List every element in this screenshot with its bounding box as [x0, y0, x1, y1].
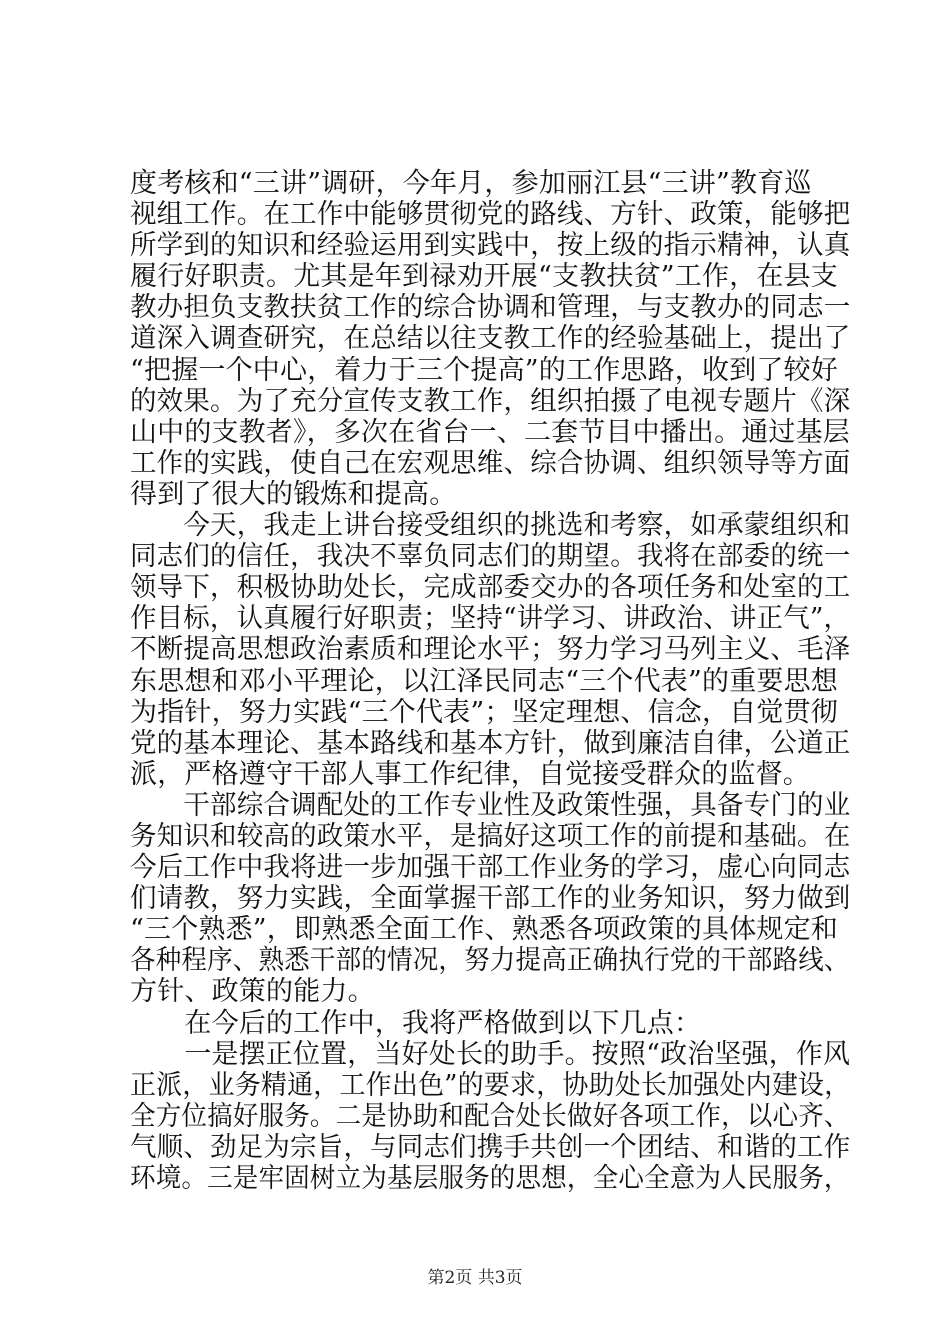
- text-line: “三个熟悉”，即熟悉全面工作、熟悉各项政策的具体规定和: [130, 914, 839, 946]
- text-line: 领导下，积极协助处长，完成部委交办的各项任务和处室的工: [130, 572, 851, 604]
- text-line: 方针、政策的能力。: [130, 976, 375, 1008]
- text-line: 为指针，努力实践“三个代表”；坚定理想、信念，自觉贯彻: [130, 696, 839, 728]
- text-line: 不断提高思想政治素质和理论水平；努力学习马列主义、毛泽: [130, 634, 851, 666]
- text-line: 务知识和较高的政策水平，是搞好这项工作的前提和基础。在: [130, 820, 851, 852]
- text-line: 所学到的知识和经验运用到实践中，按上级的指示精神，认真: [130, 230, 851, 262]
- text-line: 东思想和邓小平理论，以江泽民同志“三个代表”的重要思想: [130, 665, 839, 697]
- text-line: 们请教，努力实践，全面掌握干部工作的业务知识，努力做到: [130, 883, 851, 915]
- text-line: 一是摆正位置，当好处长的助手。按照“政治坚强，作风: [130, 1038, 851, 1070]
- text-line: 履行好职责。尤其是年到禄劝开展“支教扶贫”工作，在县支: [130, 261, 839, 293]
- text-line: 干部综合调配处的工作专业性及政策性强，具备专门的业: [130, 789, 851, 821]
- text-line: 在今后的工作中，我将严格做到以下几点：: [130, 1007, 702, 1039]
- text-line: 的效果。为了充分宣传支教工作，组织拍摄了电视专题片《深: [130, 385, 851, 417]
- text-line: 教办担负支教扶贫工作的综合协调和管理，与支教办的同志一: [130, 292, 851, 324]
- text-line: 环境。三是牢固树立为基层服务的思想，全心全意为人民服务，: [130, 1163, 850, 1194]
- text-line: 度考核和“三讲”调研，今年月，参加丽江县“三讲”教育巡: [130, 168, 812, 199]
- text-line: 视组工作。在工作中能够贯彻党的路线、方针、政策，能够把: [130, 199, 851, 231]
- text-line: 同志们的信任，我决不辜负同志们的期望。我将在部委的统一: [130, 541, 851, 573]
- text-line: 道深入调查研究，在总结以往支教工作的经验基础上，提出了: [130, 323, 851, 355]
- page-footer: 第2页 共3页: [427, 1268, 523, 1288]
- text-line: 气顺、劲足为宗旨，与同志们携手共创一个团结、和谐的工作: [130, 1131, 851, 1163]
- text-line: 全方位搞好服务。二是协助和配合处长做好各项工作，以心齐、: [130, 1100, 850, 1132]
- text-line: 作目标，认真履行好职责；坚持“讲学习、讲政治、讲正气”，: [130, 603, 851, 635]
- text-line: 正派，业务精通，工作出色”的要求，协助处长加强处内建设，: [130, 1069, 851, 1101]
- text-line: 今天，我走上讲台接受组织的挑选和考察，如承蒙组织和: [130, 510, 851, 542]
- text-line: 派，严格遵守干部人事工作纪律，自觉接受群众的监督。: [130, 758, 810, 790]
- document-body: [130, 168, 850, 1194]
- text-line: 工作的实践，使自己在宏观思维、综合协调、组织领导等方面: [130, 447, 851, 479]
- text-line: “把握一个中心，着力于三个提高”的工作思路，收到了较好: [130, 354, 839, 386]
- text-line: 今后工作中我将进一步加强干部工作业务的学习，虚心向同志: [130, 852, 851, 884]
- text-line: 党的基本理论、基本路线和基本方针，做到廉洁自律，公道正: [130, 727, 851, 759]
- text-line: 山中的支教者》，多次在省台一、二套节目中播出。通过基层: [130, 416, 850, 448]
- text-line: 各种程序、熟悉干部的情况，努力提高正确执行党的干部路线、: [130, 945, 850, 977]
- text-line: 得到了很大的锻炼和提高。: [130, 478, 457, 510]
